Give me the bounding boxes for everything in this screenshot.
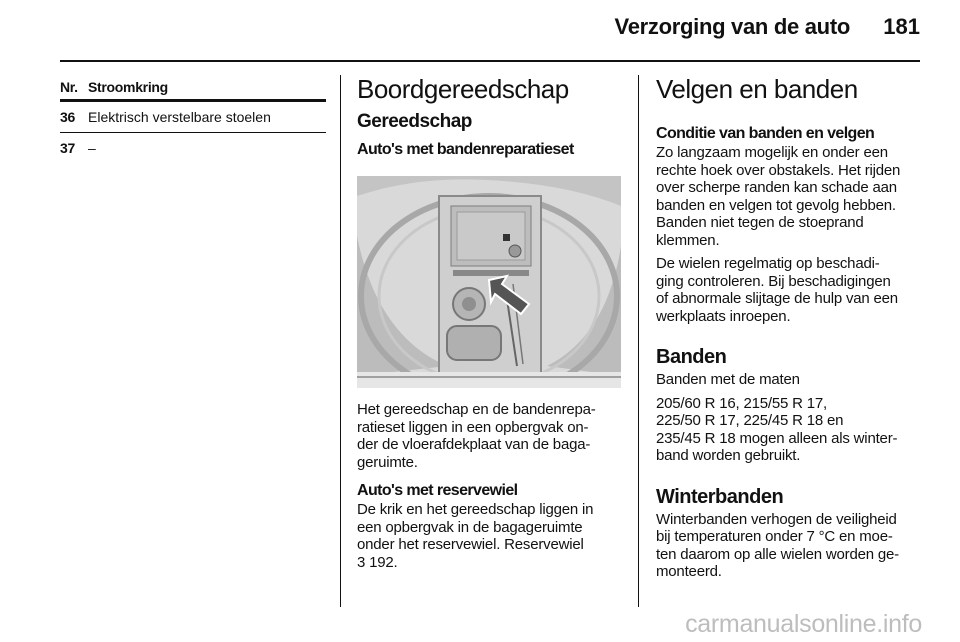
page-reference: 3 192. [357, 553, 398, 571]
section-title: Boordgereedschap [357, 74, 569, 104]
paragraph-line: onder het reservewiel. Reservewiel [357, 536, 584, 553]
caption-line: Het gereedschap en de bandenrepa- [357, 401, 596, 418]
paragraph-line: klemmen. [656, 231, 720, 249]
caption-line: der de vloerafdekplaat van de baga- [357, 436, 591, 453]
spare-wheel-heading: Auto's met reservewiel [357, 482, 518, 499]
inspection-text [656, 255, 924, 325]
caption-line: geruimte. [357, 453, 418, 471]
tyres-text [656, 395, 924, 465]
paragraph-line: De krik en het gereedschap liggen in [357, 501, 594, 518]
paragraph-line: werkplaats inroepen. [656, 307, 791, 325]
figure-caption [357, 401, 625, 471]
condition-text [656, 144, 924, 249]
tyres-intro: Banden met de maten [656, 371, 800, 388]
paragraph-line: bij temperaturen onder 7 °C en moe- [656, 528, 893, 545]
toolkit-column [357, 74, 625, 571]
tyres-heading: Banden [656, 346, 727, 368]
header-rule [60, 60, 920, 62]
spare-wheel-text [357, 501, 625, 571]
paragraph-line: 225/50 R 17, 225/45 R 18 en [656, 412, 844, 429]
winter-heading: Winterbanden [656, 485, 784, 508]
condition-heading: Conditie van banden en velgen [656, 125, 875, 142]
watermark: carmanualsonline.info [685, 610, 922, 638]
paragraph-line: Winterbanden verhogen de veiligheid [656, 510, 897, 528]
paragraph-line: ging controleren. Bij beschadigingen [656, 272, 891, 290]
column-header-nr: Nr. [60, 79, 78, 95]
paragraph-line: een opbergvak in de bagageruimte [357, 518, 583, 536]
paragraph-line: ten daarom op alle wielen worden ge- [656, 545, 899, 563]
fuse-circuit: Elektrisch verstelbare stoelen [88, 109, 271, 125]
subsection-title: Gereedschap [357, 111, 472, 132]
paragraph-line: of abnormale slijtage de hulp van een [656, 290, 898, 307]
chapter-title: Verzorging van de auto [614, 14, 850, 39]
paragraph-line: Banden niet tegen de stoeprand [656, 214, 864, 231]
column-header-circuit: Stroomkring [88, 79, 168, 95]
table-row [60, 133, 326, 155]
paragraph-line: Zo langzaam mogelijk en onder een [656, 144, 888, 161]
paragraph-line: banden en velgen tot gevolg hebben. [656, 196, 896, 214]
paragraph-line: monteerd. [656, 563, 722, 580]
fuse-table [60, 77, 326, 155]
paragraph-line: over scherpe randen kan schade aan [656, 179, 897, 196]
fuse-circuit: – [88, 140, 96, 156]
wheels-column [656, 74, 924, 581]
fuse-table-header [60, 77, 326, 99]
paragraph-line: 205/60 R 16, 215/55 R 17, [656, 394, 827, 412]
caption-line: ratieset liggen in een opbergvak on- [357, 418, 589, 436]
column-divider-1 [340, 75, 341, 607]
repair-kit-heading: Auto's met bandenreparatieset [357, 141, 574, 158]
fuse-number: 36 [60, 109, 75, 125]
toolkit-photo [357, 176, 621, 388]
paragraph-line: 235/45 R 18 mogen alleen als winter- [656, 429, 898, 447]
paragraph-line: De wielen regelmatig op beschadi- [656, 255, 880, 272]
paragraph-line: band worden gebruikt. [656, 447, 801, 464]
fuse-number: 37 [60, 140, 75, 156]
section-title: Velgen en banden [656, 74, 858, 104]
table-row [60, 102, 326, 124]
paragraph-line: rechte hoek over obstakels. Het rijden [656, 161, 901, 179]
column-divider-2 [638, 75, 639, 607]
page-number: 181 [883, 14, 920, 39]
winter-text [656, 511, 924, 581]
